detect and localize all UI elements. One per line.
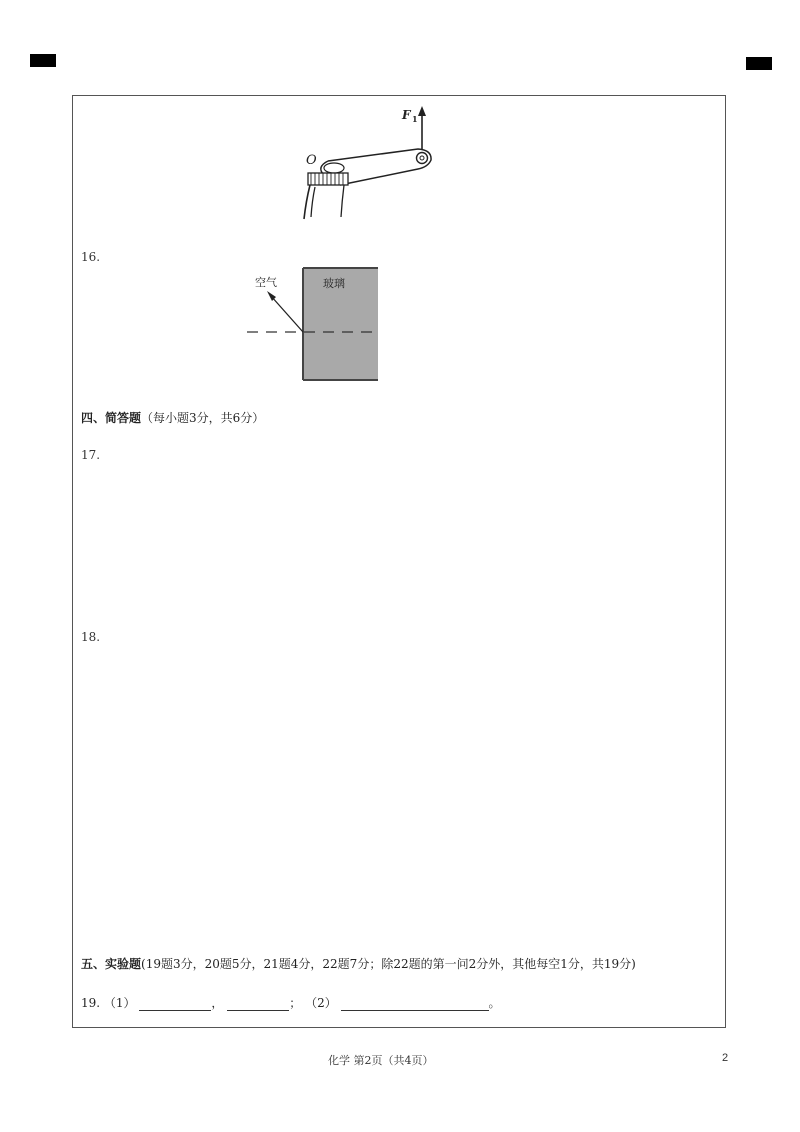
question-18-answer-area[interactable]	[113, 630, 713, 940]
page-footer: 化学 第2页（共4页）	[328, 1054, 434, 1067]
question-17-number: 17.	[81, 448, 101, 462]
question-18-number: 18.	[81, 630, 101, 644]
pivot-label: O	[306, 153, 317, 168]
page-number: 2	[722, 1052, 729, 1064]
question-17-answer-area[interactable]	[113, 448, 713, 618]
lever-figure	[298, 101, 448, 226]
section-5-note: (19题3分，20题5分，21题4分，22题7分；除22题的第一问2分外，其他每空1分，共19分)	[141, 957, 636, 971]
air-label: 空气	[255, 276, 277, 289]
answer-frame	[72, 95, 726, 1028]
question-19-blank-3[interactable]	[341, 1010, 489, 1011]
section-4-title: 四、简答题	[81, 411, 142, 425]
section-5-title: 五、实验题	[81, 957, 142, 971]
corner-marker-left	[30, 54, 56, 67]
glass-label: 玻璃	[323, 277, 345, 290]
section-5-heading	[81, 955, 636, 972]
question-19-blank-1[interactable]	[139, 1010, 211, 1011]
question-16-number: 16.	[81, 250, 101, 264]
section-4-heading	[81, 409, 264, 426]
question-19-separator-1: ，	[211, 996, 224, 1010]
section-4-note: （每小题3分，共6分）	[141, 411, 265, 425]
question-19-blank-2[interactable]	[227, 1010, 289, 1011]
force-label: F	[402, 108, 411, 122]
question-19-line	[81, 994, 501, 1011]
question-19-separator-2: ；	[289, 996, 302, 1010]
question-19-number: 19.	[81, 996, 101, 1010]
question-19-part2-label: （2）	[305, 996, 337, 1010]
force-subscript: 1	[412, 114, 418, 124]
refraction-figure	[245, 264, 385, 382]
corner-marker-right	[746, 57, 772, 70]
question-19-part1-label: （1）	[103, 996, 136, 1010]
question-19-end-mark: 。	[488, 996, 501, 1010]
